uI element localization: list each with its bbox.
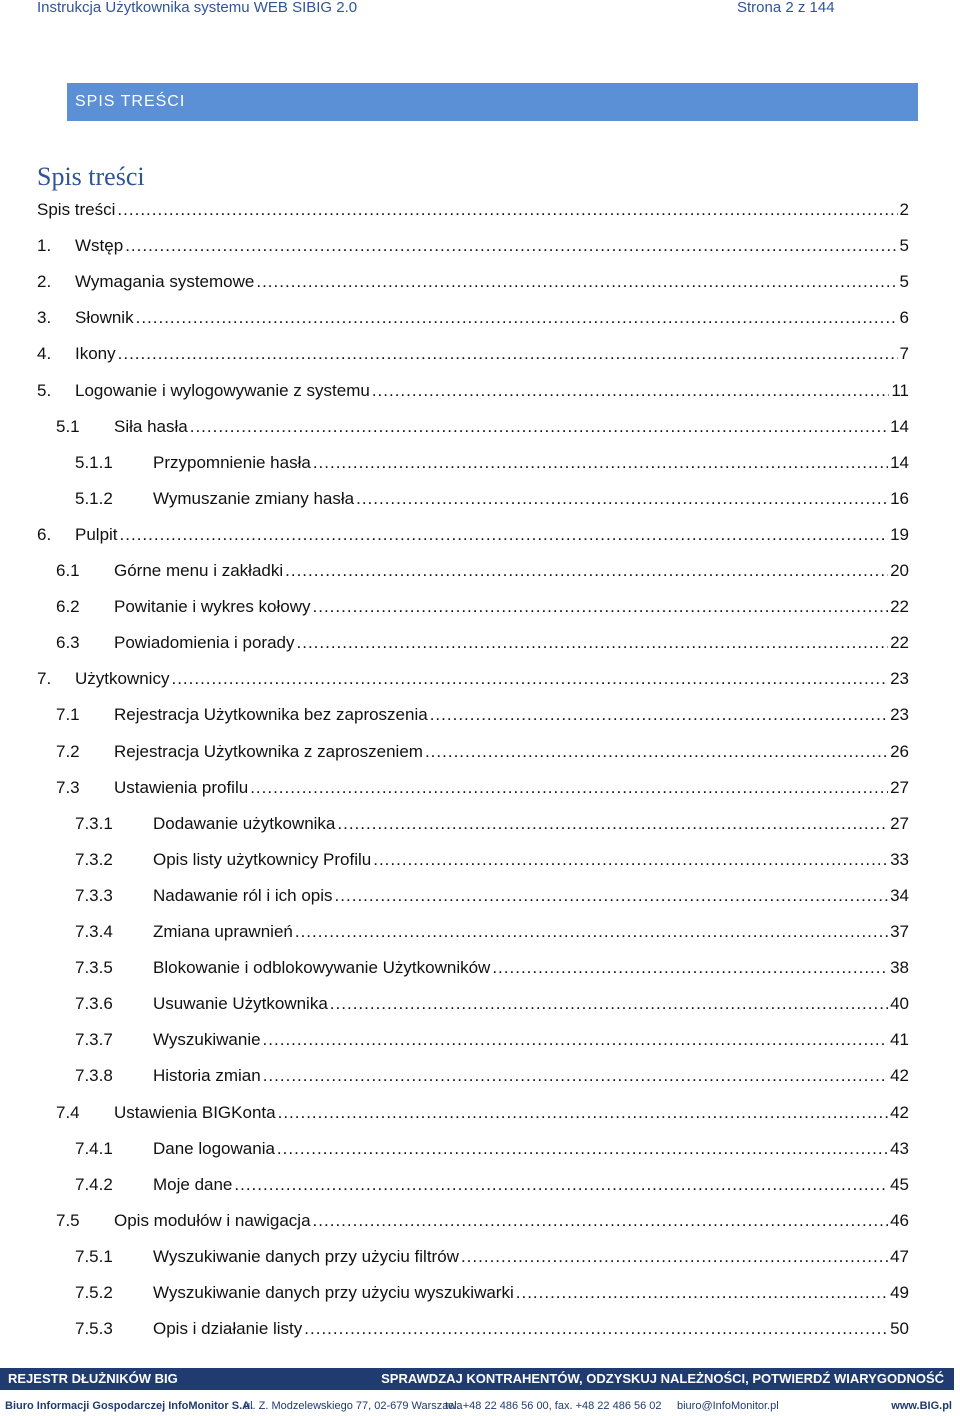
toc-entry[interactable]: [0, 986, 960, 1022]
toc-entry-page: 11: [891, 380, 909, 400]
toc-entry-number: 7.5.1: [75, 1246, 113, 1266]
toc-entry-link[interactable]: [153, 445, 909, 481]
toc-entry-link[interactable]: [153, 806, 909, 842]
toc-entry-title: Użytkownicy: [75, 669, 170, 689]
page-number: Strona 2 z 144: [737, 0, 835, 16]
footer-contact: [0, 1396, 954, 1416]
toc-entry-number: 5.1: [56, 416, 80, 436]
toc-entry-page: 5: [899, 272, 909, 292]
toc-entry-link[interactable]: [114, 1203, 909, 1239]
toc-entry-page: 22: [890, 597, 909, 617]
toc-dot-leader: [277, 1131, 888, 1167]
toc-dot-leader: [330, 986, 888, 1022]
toc-entry-number: 7.3.5: [75, 958, 113, 978]
toc-entry-page: 7: [899, 344, 909, 364]
toc-entry-link[interactable]: [114, 1095, 909, 1131]
toc-dot-leader: [297, 625, 889, 661]
toc-entry-title: Blokowanie i odblokowywanie Użytkowników: [153, 958, 491, 978]
toc-entry-link[interactable]: [114, 589, 909, 625]
toc-entry-page: 46: [890, 1210, 909, 1230]
toc-dot-leader: [373, 842, 888, 878]
toc-entry-page: 20: [890, 561, 909, 580]
toc-entry-link[interactable]: [75, 373, 909, 409]
footer-company: Biuro Informacji Gospodarczej InfoMonitor S.A.: [5, 1400, 254, 1412]
toc-entry-number: 7.3: [56, 777, 80, 797]
toc-entry[interactable]: [0, 192, 960, 228]
toc-entry-page: 19: [890, 524, 909, 544]
toc-entry-title: Przypomnienie hasła: [153, 452, 311, 472]
toc-entry-number: 1.: [37, 236, 52, 256]
toc-entry-number: 6.1: [56, 561, 80, 580]
toc-entry-link[interactable]: [75, 228, 909, 264]
toc-entry-page: 5: [899, 236, 909, 256]
toc-entry-link[interactable]: [153, 914, 909, 950]
toc-entry-title: Historia zmian: [153, 1066, 261, 1086]
toc-entry-number: 7.3.3: [75, 885, 113, 905]
toc-entry[interactable]: [0, 336, 960, 372]
toc-entry-title: Słownik: [75, 308, 134, 328]
toc-entry[interactable]: [0, 1022, 960, 1058]
toc-entry-number: 5.1.2: [75, 488, 113, 508]
toc-entry-title: Wyszukiwanie danych przy użyciu filtrów: [153, 1246, 459, 1266]
toc-entry-title: Wyszukiwanie danych przy użyciu wyszukiwarki: [153, 1283, 514, 1302]
toc-dot-leader: [337, 806, 888, 842]
toc-entry-number: 7.3.8: [75, 1066, 113, 1086]
toc-entry[interactable]: [0, 1131, 960, 1167]
toc-entry-link[interactable]: [114, 625, 909, 661]
toc-entry-link[interactable]: [75, 300, 909, 336]
toc-entry-link[interactable]: [75, 264, 909, 300]
toc-entry-number: 7.3.6: [75, 994, 113, 1014]
toc-entry[interactable]: [0, 806, 960, 842]
toc-dot-leader: [516, 1275, 888, 1311]
toc-entry-page: 41: [890, 1030, 909, 1050]
toc-dot-leader: [335, 878, 889, 914]
toc-entry-number: 7.4.2: [75, 1174, 113, 1194]
toc-entry-link[interactable]: [114, 734, 909, 770]
toc-entry[interactable]: [0, 878, 960, 914]
toc-entry-link[interactable]: [153, 1022, 909, 1058]
toc-entry[interactable]: [0, 842, 960, 878]
toc-entry-title: Opis modułów i nawigacja: [114, 1210, 311, 1230]
toc-dot-leader: [136, 300, 898, 336]
toc-entry-page: 42: [890, 1066, 909, 1086]
toc-entry[interactable]: [0, 1311, 960, 1347]
toc-entry[interactable]: [0, 1058, 960, 1094]
footer-banner-left: REJESTR DŁUŻNIKÓW BIG: [8, 1371, 178, 1386]
toc-entry-number: 3.: [37, 308, 52, 328]
toc-entry-page: 34: [890, 885, 909, 905]
toc-entry-link[interactable]: [153, 481, 909, 517]
toc-entry-title: Wyszukiwanie: [153, 1030, 261, 1050]
toc-entry-page: 23: [890, 705, 909, 725]
toc-entry[interactable]: [0, 445, 960, 481]
toc-entry-number: 5.: [37, 380, 52, 400]
toc-entry[interactable]: [0, 373, 960, 409]
toc-entry-page: 22: [890, 633, 909, 653]
toc-entry-title: Opis i działanie listy: [153, 1319, 303, 1339]
footer-email-link[interactable]: biuro@InfoMonitor.pl: [677, 1400, 779, 1412]
toc-entry-page: 42: [890, 1102, 909, 1122]
toc-dot-leader: [304, 1311, 888, 1347]
toc-entry-title: Moje dane: [153, 1174, 233, 1194]
toc-entry[interactable]: [0, 734, 960, 770]
toc-entry-number: 7.3.2: [75, 849, 113, 869]
toc-entry-title: Ustawienia profilu: [114, 777, 249, 797]
toc-entry[interactable]: [0, 697, 960, 733]
toc-dot-leader: [313, 1203, 889, 1239]
toc-entry[interactable]: [0, 409, 960, 445]
toc-entry-number: 7.5.3: [75, 1319, 113, 1339]
toc-entry-number: 7.4.1: [75, 1138, 113, 1158]
toc-dot-leader: [356, 481, 888, 517]
toc-entry-title: Usuwanie Użytkownika: [153, 994, 328, 1014]
toc-entry-page: 43: [890, 1138, 909, 1158]
toc-dot-leader: [295, 914, 888, 950]
toc-entry-title: Pulpit: [75, 524, 118, 544]
toc-dot-leader: [263, 1022, 889, 1058]
toc-entry-link[interactable]: [75, 336, 909, 372]
toc-entry-page: 45: [890, 1174, 909, 1194]
toc-entry-page: 23: [890, 669, 909, 689]
toc-entry[interactable]: [0, 553, 960, 589]
toc-entry[interactable]: [0, 1275, 960, 1311]
toc-dot-leader: [120, 517, 889, 553]
toc-entry-page: 38: [890, 958, 909, 978]
toc-entry-link[interactable]: [153, 1058, 909, 1094]
toc-entry-link[interactable]: [75, 517, 909, 553]
toc-entry-link[interactable]: [114, 770, 909, 806]
toc-dot-leader: [285, 553, 888, 589]
toc-entry-number: 6.2: [56, 597, 80, 617]
toc-entry-link[interactable]: [153, 842, 909, 878]
toc-entry-number: 4.: [37, 344, 52, 364]
toc-entry-link[interactable]: [153, 1167, 909, 1203]
toc-entry-link[interactable]: [114, 409, 909, 445]
toc-dot-leader: [313, 445, 888, 481]
toc-dot-leader: [263, 1058, 888, 1094]
toc-entry[interactable]: [0, 300, 960, 336]
toc-entry-title: Siła hasła: [114, 416, 188, 436]
toc-entry-number: 7.4: [56, 1102, 80, 1122]
toc-entry-page: 27: [890, 813, 909, 833]
toc-entry-title: Rejestracja Użytkownika bez zaproszenia: [114, 705, 428, 725]
toc-dot-leader: [461, 1239, 888, 1275]
toc-entry-page: 27: [890, 777, 909, 797]
toc-entry-title: Wymuszanie zmiany hasła: [153, 488, 355, 508]
toc-entry-title: Dane logowania: [153, 1138, 275, 1158]
toc-entry-title: Opis listy użytkownicy Profilu: [153, 849, 372, 869]
toc-entry[interactable]: [0, 589, 960, 625]
toc-entry-link[interactable]: [153, 1311, 909, 1347]
toc-entry-number: 7.: [37, 669, 52, 689]
footer-banner-right: SPRAWDZAJ KONTRAHENTÓW, ODZYSKUJ NALEŻNOŚCI, POTWIERDŹ WIARYGODNOŚĆ: [381, 1371, 944, 1386]
toc-entry-link[interactable]: [153, 950, 909, 986]
toc-entry[interactable]: [0, 625, 960, 661]
toc-entry-page: 14: [890, 416, 909, 436]
toc-entry-number: 7.5.2: [75, 1283, 113, 1302]
toc-entry[interactable]: [0, 950, 960, 986]
toc-dot-leader: [250, 770, 888, 806]
toc-entry-title: Ustawienia BIGKonta: [114, 1102, 276, 1122]
footer-banner: [0, 1368, 954, 1390]
page-header: [37, 0, 840, 20]
toc-dot-leader: [118, 336, 898, 372]
toc-dot-leader: [372, 373, 890, 409]
toc-entry-title: Logowanie i wylogowywanie z systemu: [75, 380, 370, 400]
toc-entry-number: 7.3.1: [75, 813, 113, 833]
toc-entry-page: 49: [890, 1283, 909, 1302]
footer-website-link[interactable]: www.BIG.pl: [891, 1400, 952, 1412]
toc-entry[interactable]: [0, 481, 960, 517]
toc-entry-page: 26: [890, 741, 909, 761]
toc-entry-title: Dodawanie użytkownika: [153, 813, 336, 833]
toc-entry-title: Wymagania systemowe: [75, 272, 255, 292]
toc-entry[interactable]: [0, 1095, 960, 1131]
toc-entry-number: 7.3.4: [75, 922, 113, 941]
toc-entry-page: 16: [890, 488, 909, 508]
toc-entry-page: 14: [890, 452, 909, 472]
toc-entry-title: Rejestracja Użytkownika z zaproszeniem: [114, 741, 423, 761]
toc-entry-link[interactable]: [153, 1239, 909, 1275]
toc-dot-leader: [425, 734, 888, 770]
toc-entry-link[interactable]: [153, 986, 909, 1022]
toc-entry[interactable]: [0, 661, 960, 697]
toc-entry-number: 7.3.7: [75, 1030, 113, 1050]
toc-entry-title: Powiadomienia i porady: [114, 633, 295, 653]
toc-entry[interactable]: [0, 1167, 960, 1203]
toc-entry-page: 33: [890, 849, 909, 869]
toc-entry-number: 5.1.1: [75, 452, 113, 472]
toc-entry-link[interactable]: [75, 661, 909, 697]
footer-phones: tel. +48 22 486 56 00, fax. +48 22 486 56 02: [445, 1400, 662, 1412]
toc-entry-title: Wstęp: [75, 236, 124, 256]
toc-dot-leader: [430, 697, 888, 733]
toc-entry-number: 6.3: [56, 633, 80, 653]
toc-entry-link[interactable]: [153, 1131, 909, 1167]
toc-entry[interactable]: [0, 264, 960, 300]
toc-entry[interactable]: [0, 914, 960, 950]
document-title: Instrukcja Użytkownika systemu WEB SIBIG 2.0: [37, 0, 358, 16]
toc-entry-link[interactable]: [37, 192, 909, 228]
toc-dot-leader: [256, 264, 897, 300]
toc-entry-title: Spis treści: [37, 200, 116, 219]
toc-entry[interactable]: [0, 1203, 960, 1239]
toc-entry-number: 7.2: [56, 741, 80, 761]
toc-entry-number: 2.: [37, 272, 52, 292]
section-banner: SPIS TREŚCI: [67, 83, 918, 121]
toc-dot-leader: [190, 409, 888, 445]
toc-entry[interactable]: [0, 770, 960, 806]
toc-entry[interactable]: [0, 517, 960, 553]
toc-entry-page: 6: [899, 308, 909, 328]
toc-entry[interactable]: [0, 228, 960, 264]
toc-entry-title: Zmiana uprawnień: [153, 922, 293, 941]
toc-entry-number: 7.5: [56, 1210, 80, 1230]
toc-entry-title: Powitanie i wykres kołowy: [114, 597, 311, 617]
footer-address: ul. Z. Modzelewskiego 77, 02-679 Warszawa: [244, 1400, 463, 1412]
toc-entry-page: 2: [899, 200, 909, 219]
toc-dot-leader: [117, 192, 897, 228]
toc-dot-leader: [278, 1095, 888, 1131]
toc-entry-link[interactable]: [114, 697, 909, 733]
toc-entry-number: 7.1: [56, 705, 80, 725]
toc-entry-page: 50: [890, 1319, 909, 1339]
toc-dot-leader: [234, 1167, 888, 1203]
toc-entry[interactable]: [0, 1239, 960, 1275]
toc-entry-page: 37: [890, 922, 909, 941]
toc-entry-title: Nadawanie ról i ich opis: [153, 885, 333, 905]
toc-entry-page: 40: [890, 994, 909, 1014]
toc-entry-number: 6.: [37, 524, 52, 544]
toc-dot-leader: [313, 589, 889, 625]
toc-dot-leader: [125, 228, 897, 264]
toc-entry-page: 47: [890, 1246, 909, 1266]
toc-heading: Spis treści: [37, 162, 145, 191]
toc-entry-title: Ikony: [75, 344, 116, 364]
toc-entry-link[interactable]: [114, 553, 909, 589]
toc-entry-title: Górne menu i zakładki: [114, 561, 284, 580]
toc-dot-leader: [171, 661, 888, 697]
toc-dot-leader: [492, 950, 888, 986]
toc-entry-link[interactable]: [153, 1275, 909, 1311]
toc-entry-link[interactable]: [153, 878, 909, 914]
